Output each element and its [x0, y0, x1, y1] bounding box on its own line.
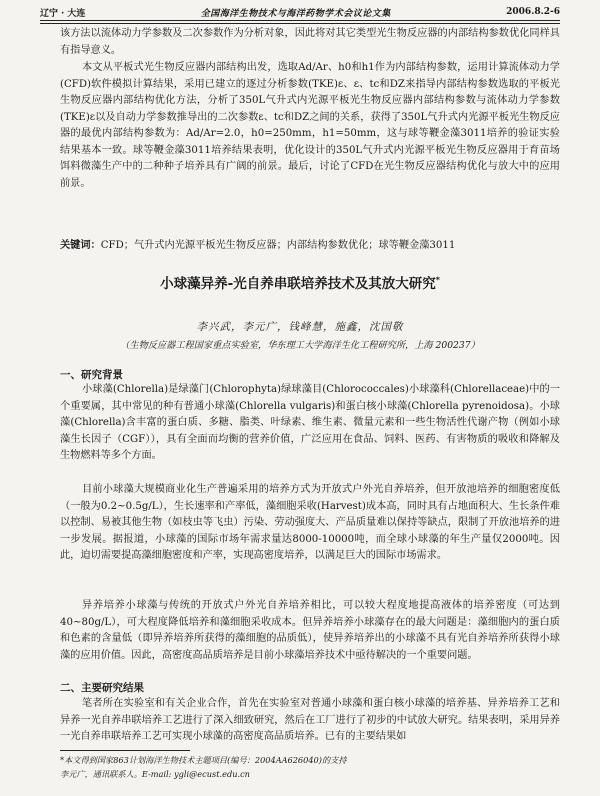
- paper-title-footnote-mark: *: [435, 275, 440, 285]
- footnote-rule: [60, 750, 190, 751]
- section-heading-background: 一、研究背景: [60, 369, 123, 381]
- footnote-funding: *本文得到国家863计划海洋生物技术主题项目(编号：2004AA626040)的支持: [60, 755, 347, 765]
- section-heading-results: 二、主要研究结果: [60, 682, 144, 694]
- paragraph-results-1: 笔者所在实验室和有关企业合作，首先在实验室对普通小球藻和蛋白核小球藻的培养基、异养培养工艺和异养一光自养串联培养工艺进行了深入细致研究，然后在工厂进行了初步的中试放大研究。结果表明，采用异养一光自养串联培养工艺可实现小球藻的高密度高品质培养。已有的主要结果如: [60, 698, 560, 742]
- previous-paper-abstract: 本文从平板式光生物反应器内部结构出发，选取Ad/Ar、h0和h1作为内部结构参数，运用计算流体动力学(CFD)软件模拟计算结果，采用已建立的逐过分析参数(TKE)ε、ε、tc和DZ来指导内部结构参数选取的平板光生物反应器内部结构优化方法，分析了350L气升式内光源平板光生物反应器内部结构参数与流体动力学参数(TKE)ε以及自动力学参数推导出的二次参数ε、tc和DZ之间的关系，获得了350L气升式内光源平板光生物反应器的最优内部结构参数为：Ad/Ar=2.0，h0=250mm，h1=50mm，这与球等鞭金藻3011培养的验证实验结果基本一致。球等鞭金藻3011培养结果表明，优化设计的350L气升式内光源平板光生物反应器用于育苗场饵料微藻生产中的二种种子培养具有广阔的前景。最后，讨论了CFD在光生物反应器结构优化与放大中的应用前景。: [60, 62, 560, 189]
- paper-title: [0, 272, 600, 292]
- footnote-corresponding-author: 李元广，通讯联系人。E-mail: ygli@ecust.edu.cn: [60, 769, 250, 779]
- running-header: [40, 4, 560, 20]
- paragraph-background-2: 目前小球藻大规模商业化生产普遍采用的培养方式为开放式户外光自养培养，但开放池培养的细胞密度低（一般为0.2~0.5g/L），生长速率和产率低，藻细胞采收(Harvest)成本高，同时具有占地面积大、生长条件难以控制、易被其他生物（如枝虫等飞虫）污染、劳动强度大、产品质量难以保持等缺点，限制了开放池培养的进一步发展。据报道，小球藻的国际市场年需求量达8000-10000吨，而全球小球藻的年生产量仅2000吨。因此，迫切需要提高藻细胞密度和产率，实现高密度培养，以满足巨大的国际市场需求。: [60, 484, 560, 561]
- paper-affiliation: （生物反应器工程国家重点实验室，华东理工大学海洋生化工程研究所，上海 200237）: [120, 340, 480, 351]
- header-location: 辽宁 · 大连: [40, 8, 86, 19]
- header-rule: [40, 20, 560, 21]
- header-proceedings-title: 全国海洋生物技术与海洋药物学术会议论文集: [200, 8, 391, 19]
- previous-paper-text: 该方法以流体动力学参数及二次参数作为分析对象，因此将对其它类型光生物反应器的内部结构参数优化同样具有指导意义。: [60, 28, 560, 56]
- paper-authors: 李兴武，李元广，钱峰慧，施鑫，沈国敬: [196, 321, 404, 333]
- paper-title-text: 小球藻异养-光自养串联培养技术及其放大研究: [160, 276, 436, 292]
- paragraph-background-3: 异养培养小球藻与传统的开放式户外光自养培养相比，可以较大程度地提高液体的培养密度（可达到40~80g/L），可大程度降低培养和藻细胞采收成本。但异养培养小球藻存在的最大问题是：藻细胞内的蛋白质和色素的含量低（即异养培养所获得的藻细胞的品质低），使异养培养出的小球藻不具有光自养培养所获得小球藻的应用价值。因此，高密度高品质培养是目前小球藻培养技术中亟待解决的一个重要问题。: [60, 600, 560, 661]
- header-rule-thin: [40, 23, 560, 24]
- keywords-text: CFD；气升式内光源平板光生物反应器；内部结构参数优化；球等鞭金藻3011: [100, 240, 456, 251]
- keywords-label: 关键词：: [60, 239, 101, 251]
- keywords-line: [60, 236, 560, 251]
- paragraph-background-1: 小球藻(Chlorella)是绿藻门(Chlorophyta)绿球藻目(Chlorococcales)小球藻科(Chlorellaceae)中的一个重要属，其中常见的种有普通小球藻(Chlorella vulgaris)和蛋白核小球藻(Chlorella pyrenoidosa)。小球藻(Chlorella)含丰富的蛋白质、多糖、脂类、叶绿素、维生素、微量元素和一些生物活性代谢产物（例如小球藻生长因子（CGF）），具有全面而均衡的营养价值，广泛应用在食品、饲料、医药、有害物质的吸收和降解及生物燃料等多个方面。: [60, 384, 560, 461]
- header-date: 2006.8.2-6: [506, 7, 560, 17]
